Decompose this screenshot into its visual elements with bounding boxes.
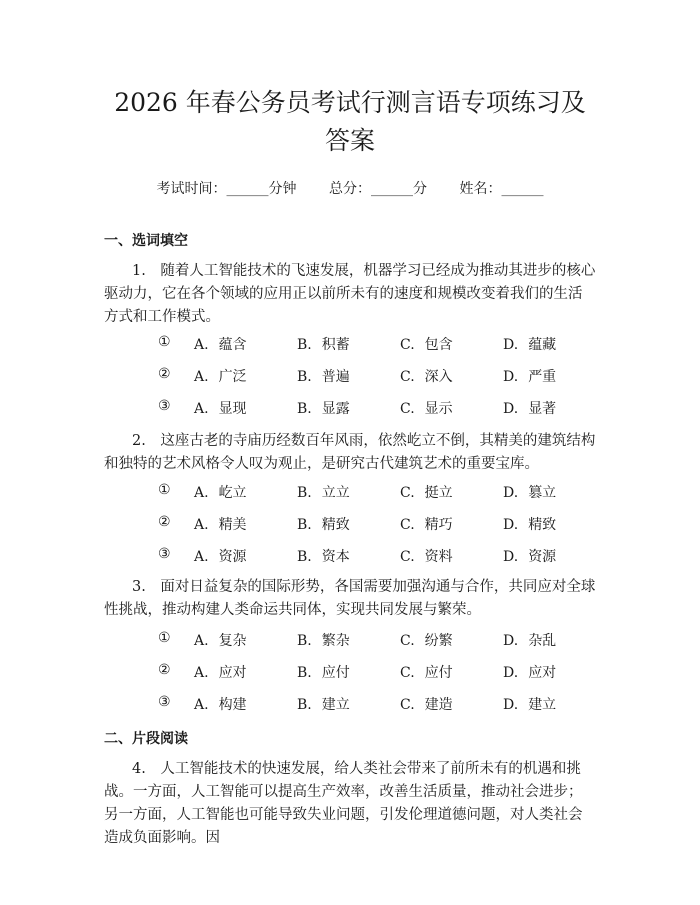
- option-b[interactable]: B. 普遍: [297, 369, 350, 385]
- question-1-option-row-1: [158, 334, 606, 354]
- option-b[interactable]: B. 精致: [297, 517, 350, 533]
- option-c[interactable]: C. 显示: [400, 401, 453, 417]
- question-3-option-row-3: [158, 694, 606, 714]
- question-3-text: 3. 面对日益复杂的国际形势，各国需要加强沟通与合作，共同应对全球性挑战，推动构建人类命运共同体，实现共同发展与繁荣。: [104, 579, 596, 618]
- question-3-option-row-1: [158, 630, 606, 650]
- option-a[interactable]: A. 广泛: [194, 369, 247, 385]
- option-b[interactable]: B. 资本: [297, 549, 350, 565]
- blank-number: ②: [158, 662, 171, 678]
- blank-number: ①: [158, 630, 171, 646]
- option-d[interactable]: D. 应对: [503, 665, 557, 681]
- option-a[interactable]: A. 构建: [194, 697, 247, 713]
- section-heading-vocab: 一、选词填空: [104, 233, 188, 249]
- option-a[interactable]: A. 资源: [194, 549, 247, 565]
- blank-number: ③: [158, 398, 171, 414]
- question-1-option-row-2: [158, 366, 606, 386]
- question-1-text: 1. 随着人工智能技术的飞速发展，机器学习已经成为推动其进步的核心驱动力，它在各个领域的应用正以前所未有的速度和规模改变着我们的生活方式和工作模式。: [104, 263, 596, 325]
- option-d[interactable]: D. 精致: [503, 517, 557, 533]
- option-a[interactable]: A. 屹立: [194, 485, 247, 501]
- page-title: 2026 年春公务员考试行测言语专项练习及答案: [114, 88, 586, 155]
- exam-time-field: 考试时间：______分钟: [156, 181, 297, 197]
- option-b[interactable]: B. 立立: [297, 485, 350, 501]
- question-2-text: 2. 这座古老的寺庙历经数百年风雨，依然屹立不倒，其精美的建筑结构和独特的艺术风格令人叹为观止，是研究古代建筑艺术的重要宝库。: [104, 433, 596, 472]
- option-c[interactable]: C. 纷繁: [400, 633, 453, 649]
- option-b[interactable]: B. 繁杂: [297, 633, 350, 649]
- blank-number: ①: [158, 482, 171, 498]
- option-b[interactable]: B. 建立: [297, 697, 350, 713]
- option-d[interactable]: D. 建立: [503, 697, 557, 713]
- blank-number: ②: [158, 366, 171, 382]
- option-d[interactable]: D. 蕴藏: [503, 337, 557, 353]
- option-a[interactable]: A. 蕴含: [194, 337, 247, 353]
- exam-meta: [104, 178, 596, 198]
- option-d[interactable]: D. 杂乱: [503, 633, 557, 649]
- option-d[interactable]: D. 严重: [503, 369, 557, 385]
- option-c[interactable]: C. 包含: [400, 337, 453, 353]
- option-a[interactable]: A. 精美: [194, 517, 247, 533]
- option-c[interactable]: C. 精巧: [400, 517, 453, 533]
- question-4-text: 4. 人工智能技术的快速发展，给人类社会带来了前所未有的机遇和挑战。一方面，人工智能可以提高生产效率，改善生活质量，推动社会进步；另一方面，人工智能也可能导致失业问题，引发伦理道德问题，对人类社会造成负面影响。因: [104, 761, 583, 846]
- option-b[interactable]: B. 应付: [297, 665, 350, 681]
- option-a[interactable]: A. 应对: [194, 665, 247, 681]
- option-b[interactable]: B. 积蓄: [297, 337, 350, 353]
- name-field: 姓名：______: [459, 181, 544, 197]
- option-a[interactable]: A. 显现: [194, 401, 247, 417]
- question-3-option-row-2: [158, 662, 606, 682]
- option-b[interactable]: B. 显露: [297, 401, 350, 417]
- option-c[interactable]: C. 挺立: [400, 485, 453, 501]
- option-c[interactable]: C. 资料: [400, 549, 453, 565]
- question-1-option-row-3: [158, 398, 606, 418]
- option-d[interactable]: D. 显著: [503, 401, 557, 417]
- blank-number: ③: [158, 546, 171, 562]
- section-heading-reading: 二、片段阅读: [104, 731, 188, 747]
- option-d[interactable]: D. 资源: [503, 549, 557, 565]
- total-score-field: 总分：______分: [329, 181, 427, 197]
- option-d[interactable]: D. 篡立: [503, 485, 557, 501]
- question-2-option-row-1: [158, 482, 606, 502]
- blank-number: ②: [158, 514, 171, 530]
- option-c[interactable]: C. 深入: [400, 369, 453, 385]
- option-c[interactable]: C. 建造: [400, 697, 453, 713]
- question-2-option-row-2: [158, 514, 606, 534]
- option-c[interactable]: C. 应付: [400, 665, 453, 681]
- option-a[interactable]: A. 复杂: [194, 633, 247, 649]
- blank-number: ①: [158, 334, 171, 350]
- blank-number: ③: [158, 694, 171, 710]
- question-2-option-row-3: [158, 546, 606, 566]
